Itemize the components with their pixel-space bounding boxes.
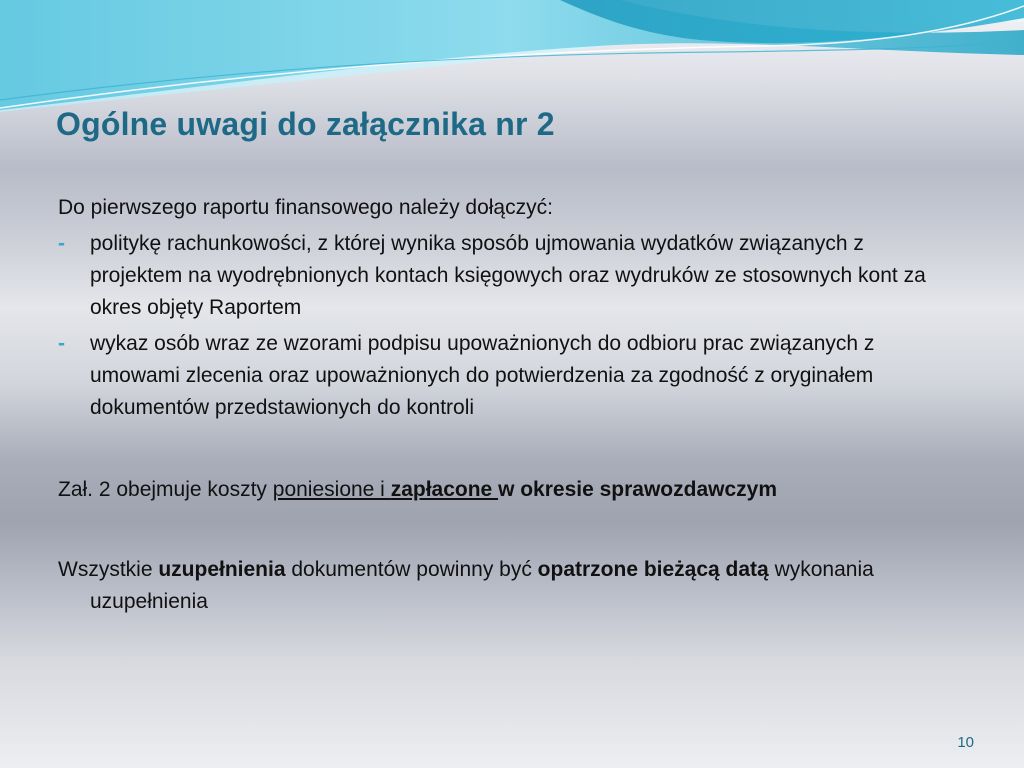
bullet-text: wykaz osób wraz ze wzorami podpisu upoważnionych do odbioru prac związanych z umowami zlecenia oraz upoważnionych do potwierdzenia za zgodność z oryginałem dokumentów przedstawionych do kontroli [90,332,875,419]
slide-body [58,192,958,618]
supplements-statement [58,554,958,618]
bullet-dash-icon: - [58,232,65,255]
list-item [58,228,958,324]
costs-statement [58,474,958,506]
list-item [58,328,958,424]
supplements-bold2: opatrzone bieżącą datą [537,558,769,581]
supplements-part1: Wszystkie [58,558,159,581]
bullet-text: politykę rachunkowości, z której wynika sposób ujmowania wydatków związanych z projektem na wyodrębnionych kontach księgowych oraz wydruków ze stosownych kont za okres objęty Raportem [90,232,926,319]
intro-text: Do pierwszego raportu finansowego należy dołączyć: [58,196,553,219]
supplements-bold1: uzupełnienia [158,558,286,581]
costs-prefix: Zał. 2 obejmuje koszty [58,478,273,501]
supplements-part3: wykonania uzupełnienia [90,558,874,613]
bullet-dash-icon: - [58,332,65,355]
costs-underlined-bold: zapłacone [390,478,499,501]
slide-number: 10 [957,734,974,751]
page-title: Ogólne uwagi do załącznika nr 2 [56,106,555,142]
costs-bold: w okresie sprawozdawczym [498,478,778,501]
costs-underlined: poniesione i [272,478,391,501]
supplements-part2: dokumentów powinny być [285,558,538,581]
